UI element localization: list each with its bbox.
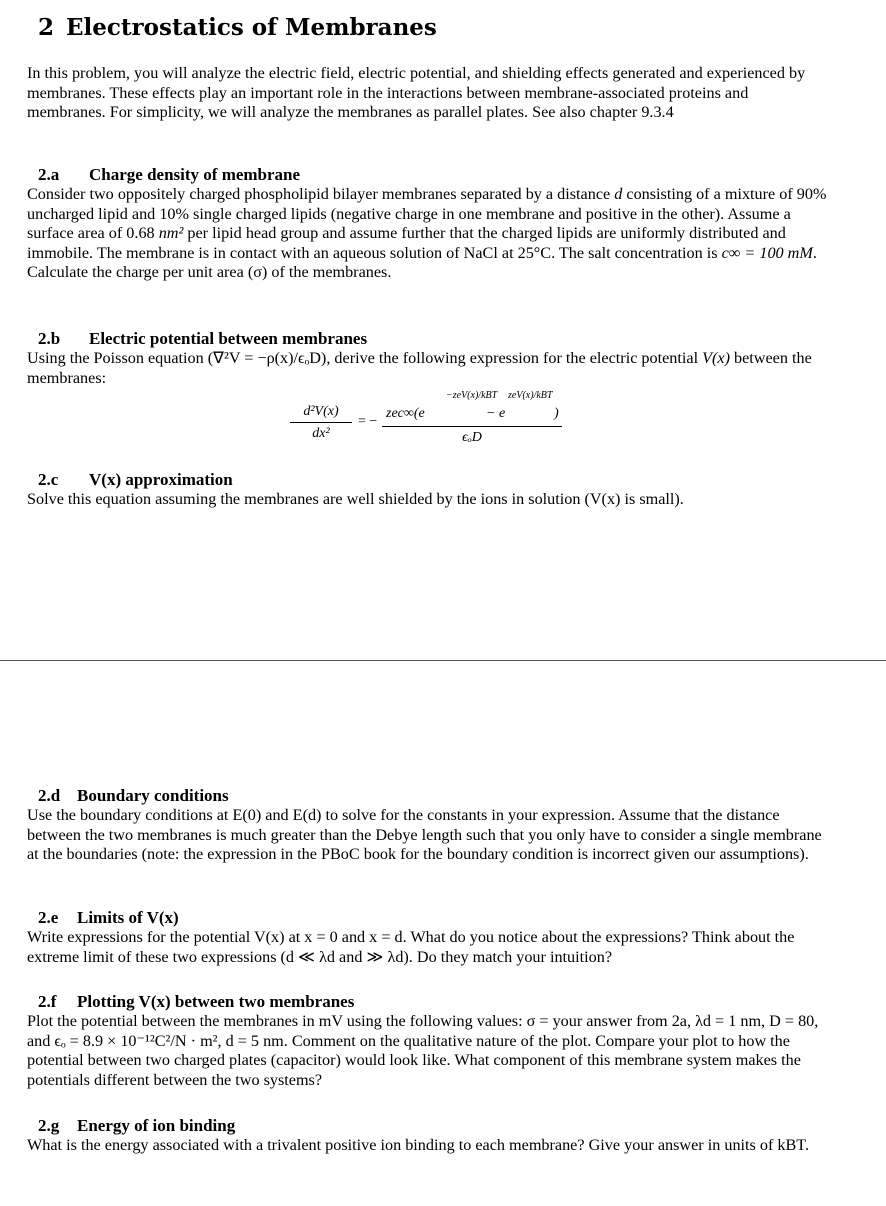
rhs-fraction	[382, 390, 562, 446]
section-2a-heading	[27, 165, 827, 185]
section-2e-heading	[27, 908, 827, 928]
section-2f	[27, 992, 827, 1090]
section-2g	[27, 1116, 827, 1156]
body-text: between the membranes:	[27, 349, 812, 387]
section-2c-number: 2.c	[38, 470, 59, 489]
section-2g-body: What is the energy associated with a trivalent positive ion binding to each membrane? Give your answer in units of kBT.	[27, 1136, 810, 1154]
section-2e-number: 2.e	[38, 908, 59, 927]
section-2a	[27, 165, 827, 283]
page-divider	[0, 660, 886, 661]
exponent-1: −zeV(x)/kBT	[446, 390, 498, 401]
section-2e-title: Limits of V(x)	[77, 908, 179, 927]
section-2d-number: 2.d	[38, 786, 61, 805]
intro-paragraph: In this problem, you will analyze the electric field, electric potential, and shielding effects generated and experienced by membranes. These effects play an important role in the interactions between membrane-associated proteins and membranes. For simplicity, we will analyze the membranes as parallel plates. See also chapter 9.3.4	[27, 64, 806, 122]
equals-sign: = −	[358, 414, 378, 429]
section-2f-body: Plot the potential between the membranes in mV using the following values: σ = your answer from 2a, λd = 1 nm, D = 80, and ϵₒ = 8.9 × 10⁻¹²C²/N · m², d = 5 nm. Comment on the qualitative nature of the plot. Compare your plot to how the potential between two charged plates (capacitor) would look like. What component of this membrane system makes the potentials different between the two systems?	[27, 1012, 819, 1089]
section-2f-number: 2.f	[38, 992, 57, 1011]
section-2c-body: Solve this equation assuming the membranes are well shielded by the ions in solution (V(x) is small).	[27, 490, 684, 508]
lhs-denominator: dx²	[312, 426, 330, 441]
section-2d	[27, 786, 827, 865]
math-var: V(x)	[702, 349, 730, 367]
section-2g-heading	[27, 1116, 827, 1136]
section-2b-body	[27, 349, 827, 388]
body-text: consisting of a mixture of 90% uncharged lipid and 10% single charged lipids (negative charge in one membrane and positive in the other). Assume a surface area of 0.68	[27, 185, 827, 243]
math-conc: c∞ = 100 mM	[721, 243, 813, 262]
section-2g-number: 2.g	[38, 1116, 60, 1135]
section-2f-title: Plotting V(x) between two membranes	[77, 992, 355, 1011]
section-number: 2	[38, 14, 55, 41]
exponent-2: zeV(x)/kBT	[508, 390, 553, 401]
rhs-numerator	[382, 390, 562, 427]
rhs-prefix: zec∞(e	[386, 406, 425, 421]
math-unit: nm²	[158, 224, 184, 243]
rhs-denominator: ϵₒD	[462, 430, 482, 445]
section-2c-title: V(x) approximation	[89, 470, 233, 489]
section-2b	[27, 329, 827, 388]
lhs-numerator: d²V(x)	[290, 404, 352, 423]
section-2c-heading	[27, 470, 827, 490]
section-2b-number: 2.b	[38, 329, 61, 348]
close-paren: )	[554, 406, 559, 421]
math-var: d	[614, 185, 623, 203]
section-2f-heading	[27, 992, 827, 1012]
body-text: per lipid head group and assume further that the charged lipids are uniformly distributed and immobile. The membrane is in contact with an aqueous solution of NaCl at 25°C. The salt concentration is	[27, 224, 786, 262]
section-2d-title: Boundary conditions	[77, 786, 229, 805]
section-2b-title: Electric potential between membranes	[89, 329, 368, 348]
body-text: . Calculate the charge per unit area (σ) of the membranes.	[27, 243, 817, 282]
section-2e-body: Write expressions for the potential V(x) at x = 0 and x = d. What do you notice about the expressions? Think about the extreme limit of these two expressions (d ≪ λd and ≫ λd). Do they match your intuition?	[27, 928, 795, 966]
body-text: Consider two oppositely charged phospholipid bilayer membranes separated by a distance	[27, 185, 611, 203]
section-2b-heading	[27, 329, 827, 349]
section-2a-body	[27, 185, 827, 283]
minus-e: − e	[486, 406, 506, 421]
section-title	[38, 14, 437, 41]
section-2a-number: 2.a	[38, 165, 60, 184]
body-text: Using the Poisson equation (∇²V = −ρ(x)/ϵₒD), derive the following expression for the electric potential	[27, 349, 699, 367]
section-2c	[27, 470, 827, 510]
section-2e	[27, 908, 827, 967]
section-2d-heading	[27, 786, 827, 806]
section-title-text: Electrostatics of Membranes	[66, 14, 437, 41]
intro-block	[27, 64, 827, 123]
section-2g-title: Energy of ion binding	[77, 1116, 236, 1135]
poisson-boltzmann-formula	[290, 390, 580, 450]
section-2d-body: Use the boundary conditions at E(0) and E(d) to solve for the constants in your expression. Assume that the distance between the two membranes is much greater than the Debye length such that you only have to consider a single membrane at the boundaries (note: the expression in the PBoC book for the boundary condition is incorrect given our assumptions).	[27, 806, 822, 864]
lhs-fraction	[290, 404, 352, 442]
section-2a-title: Charge density of membrane	[89, 165, 301, 184]
